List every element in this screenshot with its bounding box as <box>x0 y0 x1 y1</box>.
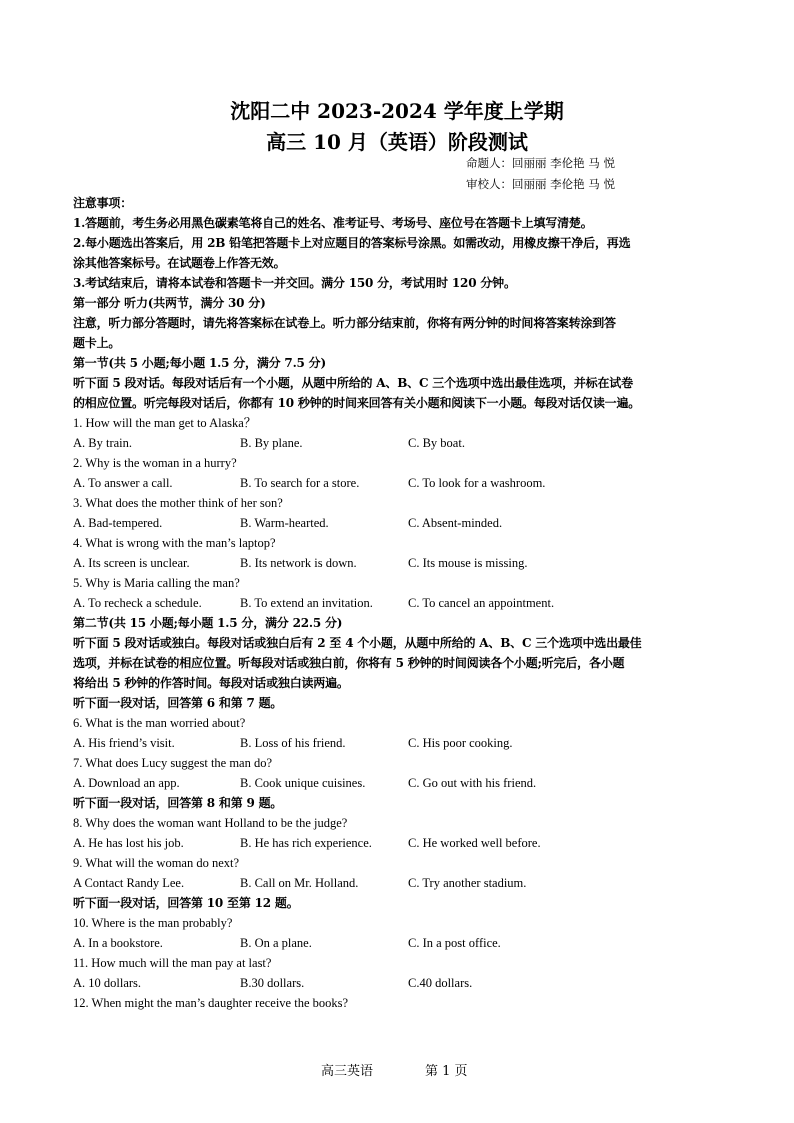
notice-item: 1.答题前，考生务必用黑色碳素笔将自己的姓名、准考证号、考场号、座位号在答题卡上填写清楚。 <box>73 216 593 230</box>
option-b: B. Call on Mr. Holland. <box>240 876 359 890</box>
option-a: A. In a bookstore. <box>73 936 163 950</box>
option-a: A. Bad-tempered. <box>73 516 163 530</box>
notice-item: 涂其他答案标号。在试题卷上作答无效。 <box>73 256 286 270</box>
option-b: B. By plane. <box>240 436 303 450</box>
question-12: 12. When might the man’s daughter receive the books? <box>73 996 349 1010</box>
question-7: 7. What does Lucy suggest the man do? <box>73 756 273 770</box>
option-c: C. Go out with his friend. <box>408 776 537 790</box>
group1-heading: 听下面一段对话，回答第 6 和第 7 题。 <box>73 696 283 710</box>
options-6 <box>73 733 725 753</box>
notice-item: 3.考试结束后，请将本试卷和答题卡一并交回。满分 150 分，考试用时 120 分钟。 <box>73 276 516 290</box>
option-b: B. Cook unique cuisines. <box>240 776 366 790</box>
options-4 <box>73 553 725 573</box>
question-5: 5. Why is Maria calling the man? <box>73 576 240 590</box>
question-8: 8. Why does the woman want Holland to be the judge? <box>73 816 348 830</box>
part1-note: 题卡上。 <box>73 336 121 350</box>
options-8 <box>73 833 725 853</box>
option-b: B. He has rich experience. <box>240 836 372 850</box>
notice-heading: 注意事项： <box>73 196 133 210</box>
reviewer-line: 审校人：回丽丽 李伦艳 马 悦 <box>466 177 615 191</box>
question-10: 10. Where is the man probably? <box>73 916 233 930</box>
option-b: B. To extend an invitation. <box>240 596 373 610</box>
option-b: B.30 dollars. <box>240 976 305 990</box>
option-c: C. By boat. <box>408 436 465 450</box>
option-c: C. He worked well before. <box>408 836 541 850</box>
option-c: C. Try another stadium. <box>408 876 527 890</box>
section1-instruction: 的相应位置。听完每段对话后，你都有 10 秒钟的时间来回答有关小题和阅读下一小题。每段对话仅读一遍。 <box>73 396 641 410</box>
option-c: C. To look for a washroom. <box>408 476 546 490</box>
option-a: A. His friend’s visit. <box>73 736 175 750</box>
options-10 <box>73 933 725 953</box>
question-6: 6. What is the man worried about? <box>73 716 246 730</box>
option-c: C. His poor cooking. <box>408 736 513 750</box>
option-c: C. To cancel an appointment. <box>408 596 555 610</box>
exam-subtitle: 高三 10 月（英语）阶段测试 <box>266 130 528 154</box>
section2-instruction: 将给出 5 秒钟的作答时间。每段对话或独白读两遍。 <box>73 676 349 690</box>
option-a: A. Its screen is unclear. <box>73 556 190 570</box>
question-4: 4. What is wrong with the man’s laptop? <box>73 536 276 550</box>
option-a: A. To answer a call. <box>73 476 173 490</box>
section2-instruction: 选项，并标在试卷的相应位置。听每段对话或独白前，你将有 5 秒钟的时间阅读各个小题;听完后，各小题 <box>73 656 625 670</box>
option-a: A Contact Randy Lee. <box>73 876 185 890</box>
section2-instruction: 听下面 5 段对话或独白。每段对话或独白后有 2 至 4 个小题，从题中所给的 A、B、C 三个选项中选出最佳 <box>73 636 642 650</box>
option-c: C. In a post office. <box>408 936 501 950</box>
options-11 <box>73 973 725 993</box>
options-3 <box>73 513 725 533</box>
section1-heading: 第一节(共 5 小题;每小题 1.5 分，满分 7.5 分) <box>73 356 326 370</box>
option-b: B. Loss of his friend. <box>240 736 346 750</box>
question-9: 9. What will the woman do next? <box>73 856 240 870</box>
option-c: C.40 dollars. <box>408 976 473 990</box>
option-c: C. Absent-minded. <box>408 516 503 530</box>
option-b: B. Warm-hearted. <box>240 516 329 530</box>
footer-subject: 高三英语 <box>321 1064 374 1079</box>
option-a: A. 10 dollars. <box>73 976 142 990</box>
part1-heading: 第一部分 听力(共两节，满分 30 分) <box>73 296 266 310</box>
group2-heading: 听下面一段对话，回答第 8 和第 9 题。 <box>73 796 283 810</box>
option-a: A. By train. <box>73 436 133 450</box>
option-a: A. Download an app. <box>73 776 180 790</box>
section2-heading: 第二节(共 15 小题;每小题 1.5 分，满分 22.5 分) <box>73 616 343 630</box>
options-2 <box>73 473 725 493</box>
option-a: A. To recheck a schedule. <box>73 596 202 610</box>
exam-body <box>73 193 725 1013</box>
question-1: 1. How will the man get to Alaska？ <box>73 416 257 430</box>
footer-page-number: 第 1 页 <box>425 1064 468 1079</box>
options-1 <box>73 433 725 453</box>
question-11: 11. How much will the man pay at last? <box>73 956 272 970</box>
section1-instruction: 听下面 5 段对话。每段对话后有一个小题，从题中所给的 A、B、C 三个选项中选出最佳选项，并标在试卷 <box>73 376 633 390</box>
option-b: B. On a plane. <box>240 936 312 950</box>
options-5 <box>73 593 725 613</box>
option-c: C. Its mouse is missing. <box>408 556 528 570</box>
options-9 <box>73 873 725 893</box>
author-line: 命题人：回丽丽 李伦艳 马 悦 <box>466 156 615 170</box>
exam-title: 沈阳二中 2023-2024 学年度上学期 <box>230 99 564 123</box>
group3-heading: 听下面一段对话，回答第 10 至第 12 题。 <box>73 896 299 910</box>
question-3: 3. What does the mother think of her son? <box>73 496 283 510</box>
part1-note: 注意，听力部分答题时，请先将答案标在试卷上。听力部分结束前，你将有两分钟的时间将答案转涂到答 <box>73 316 616 330</box>
option-b: B. Its network is down. <box>240 556 357 570</box>
question-2: 2. Why is the woman in a hurry? <box>73 456 237 470</box>
option-b: B. To search for a store. <box>240 476 360 490</box>
option-a: A. He has lost his job. <box>73 836 184 850</box>
notice-item: 2.每小题选出答案后，用 2B 铅笔把答题卡上对应题目的答案标号涂黑。如需改动，用橡皮擦干净后，再选 <box>73 236 631 250</box>
options-7 <box>73 773 725 793</box>
